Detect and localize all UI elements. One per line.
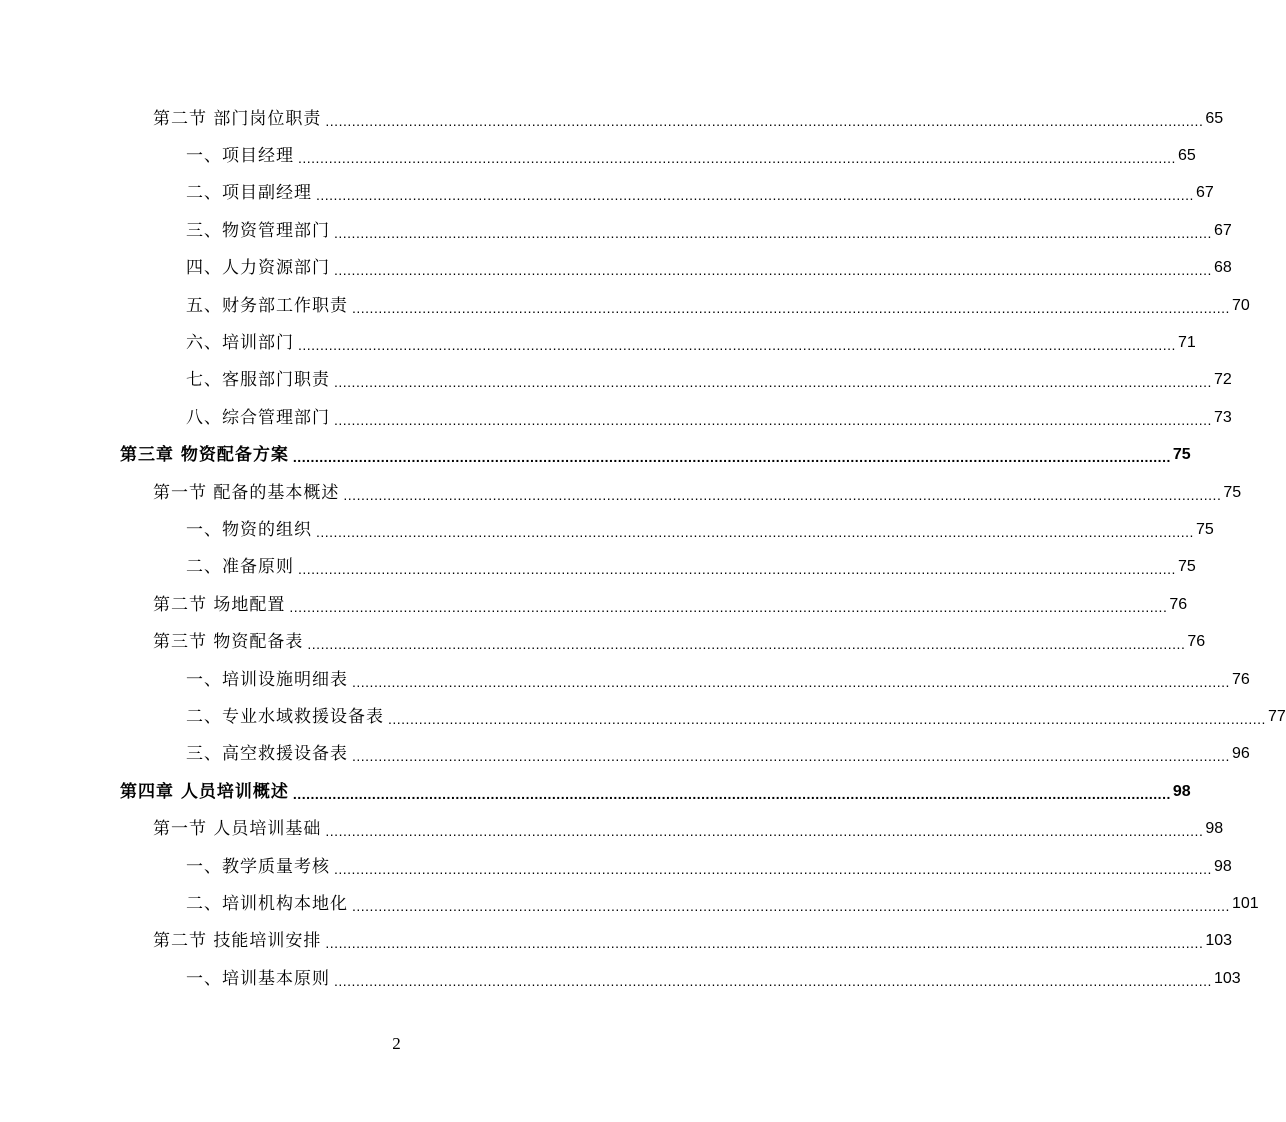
toc-dot-leader: ........................................................................................................................................................................................................ [352,673,1230,690]
toc-entry-title: 二、项目副经理 [186,183,312,204]
toc-entry-title: 第一节 配备的基本概述 [153,482,340,503]
toc-entry[interactable] [0,810,1224,847]
toc-entry[interactable] [0,885,1259,922]
toc-entry-title: 第一节 人员培训基础 [153,819,322,840]
toc-entry-title: 第二节 场地配置 [153,594,286,615]
toc-entry[interactable] [0,586,1188,623]
toc-entry-page: 65 [1205,109,1224,127]
toc-entry[interactable] [0,661,1250,698]
toc-entry-title: 三、物资管理部门 [186,220,330,241]
toc-entry-title: 一、项目经理 [186,146,294,167]
toc-entry[interactable] [0,100,1224,137]
toc-entry-page: 101 [1231,894,1259,912]
toc-entry[interactable] [0,287,1250,324]
toc-dot-leader: ........................................................................................................................................................................................................ [343,486,1222,503]
toc-entry-page: 67 [1213,221,1232,239]
table-of-contents [0,100,1286,997]
toc-entry-page: 68 [1213,259,1232,277]
toc-dot-leader: ........................................................................................................................................................................................................ [325,823,1204,840]
toc-entry-title: 三、高空救援设备表 [186,744,348,765]
toc-entry[interactable] [0,212,1232,249]
toc-entry-page: 75 [1172,446,1191,464]
toc-entry-page: 96 [1231,745,1250,763]
toc-dot-leader: ........................................................................................................................................................................................................ [298,337,1176,354]
toc-entry[interactable] [0,960,1241,997]
toc-dot-leader: ........................................................................................................................................................................................................ [325,112,1204,129]
toc-entry-title: 二、培训机构本地化 [186,893,348,914]
toc-entry-title: 二、专业水域救援设备表 [186,706,384,727]
toc-entry[interactable] [0,848,1232,885]
toc-dot-leader: ........................................................................................................................................................................................................ [334,374,1212,391]
toc-entry-title: 第二节 部门岗位职责 [153,108,322,129]
toc-entry-page: 98 [1172,782,1191,800]
toc-entry-title: 第二节 技能培训安排 [153,931,322,952]
toc-dot-leader: ........................................................................................................................................................................................................ [289,598,1168,615]
toc-entry-title: 一、教学质量考核 [186,856,330,877]
toc-entry-page: 76 [1169,595,1188,613]
toc-entry-title: 第三节 物资配备表 [153,632,304,653]
toc-entry-title: 六、培训部门 [186,333,294,354]
toc-dot-leader: ........................................................................................................................................................................................................ [325,935,1204,952]
toc-entry[interactable] [0,474,1242,511]
toc-entry-title: 一、物资的组织 [186,519,312,540]
toc-dot-leader: ........................................................................................................................................................................................................ [334,972,1212,989]
toc-entry[interactable] [0,698,1286,735]
toc-dot-leader: ........................................................................................................................................................................................................ [298,561,1176,578]
toc-entry-page: 98 [1213,857,1232,875]
toc-dot-leader: ........................................................................................................................................................................................................ [334,224,1212,241]
toc-entry[interactable] [0,250,1232,287]
toc-dot-leader: ........................................................................................................................................................................................................ [334,860,1212,877]
toc-entry[interactable] [0,175,1214,212]
toc-entry[interactable] [0,736,1250,773]
toc-entry[interactable] [0,773,1191,810]
toc-dot-leader: ........................................................................................................................................................................................................ [352,299,1230,316]
toc-dot-leader: ........................................................................................................................................................................................................ [316,187,1194,204]
toc-dot-leader: ........................................................................................................................................................................................................ [334,411,1212,428]
toc-entry-page: 77 [1267,707,1286,725]
toc-entry[interactable] [0,137,1196,174]
toc-entry[interactable] [0,623,1206,660]
toc-entry[interactable] [0,324,1196,361]
toc-entry-page: 71 [1177,334,1196,352]
toc-entry-page: 75 [1223,483,1242,501]
toc-entry-page: 98 [1205,820,1224,838]
toc-entry-page: 75 [1195,520,1214,538]
toc-entry[interactable] [0,399,1232,436]
toc-entry-title: 七、客服部门职责 [186,370,330,391]
toc-entry[interactable] [0,437,1191,474]
toc-entry-page: 73 [1213,408,1232,426]
toc-entry-page: 65 [1177,147,1196,165]
toc-entry-page: 67 [1195,184,1214,202]
toc-entry-title: 二、准备原则 [186,557,294,578]
toc-entry-page: 103 [1205,932,1233,950]
toc-entry-page: 76 [1231,670,1250,688]
toc-entry[interactable] [0,923,1233,960]
toc-entry[interactable] [0,362,1232,399]
toc-dot-leader: ........................................................................................................................................................................................................ [352,897,1230,914]
toc-entry-title: 一、培训基本原则 [186,968,330,989]
toc-dot-leader: ........................................................................................................................................................................................................ [316,523,1194,540]
toc-entry-page: 72 [1213,371,1232,389]
toc-dot-leader: ........................................................................................................................................................................................................ [388,710,1266,727]
toc-entry-page: 103 [1213,969,1241,987]
toc-dot-leader: ........................................................................................................................................................................................................ [334,262,1212,279]
toc-entry-page: 70 [1231,296,1250,314]
page-number: 2 [392,1034,401,1053]
toc-entry-page: 75 [1177,558,1196,576]
toc-dot-leader: ........................................................................................................................................................................................................ [307,636,1186,653]
toc-entry-title: 第四章 人员培训概述 [120,781,289,802]
toc-dot-leader: ........................................................................................................................................................................................................ [352,748,1230,765]
toc-entry-title: 四、人力资源部门 [186,258,330,279]
toc-dot-leader: ........................................................................................................................................................................................................ [292,449,1171,466]
toc-entry-page: 76 [1187,633,1206,651]
toc-entry[interactable] [0,549,1196,586]
toc-dot-leader: ........................................................................................................................................................................................................ [292,785,1171,802]
toc-entry-title: 第三章 物资配备方案 [120,445,289,466]
toc-entry-title: 八、综合管理部门 [186,407,330,428]
toc-entry-title: 五、财务部工作职责 [186,295,348,316]
toc-entry[interactable] [0,511,1214,548]
toc-dot-leader: ........................................................................................................................................................................................................ [298,150,1176,167]
toc-entry-title: 一、培训设施明细表 [186,669,348,690]
